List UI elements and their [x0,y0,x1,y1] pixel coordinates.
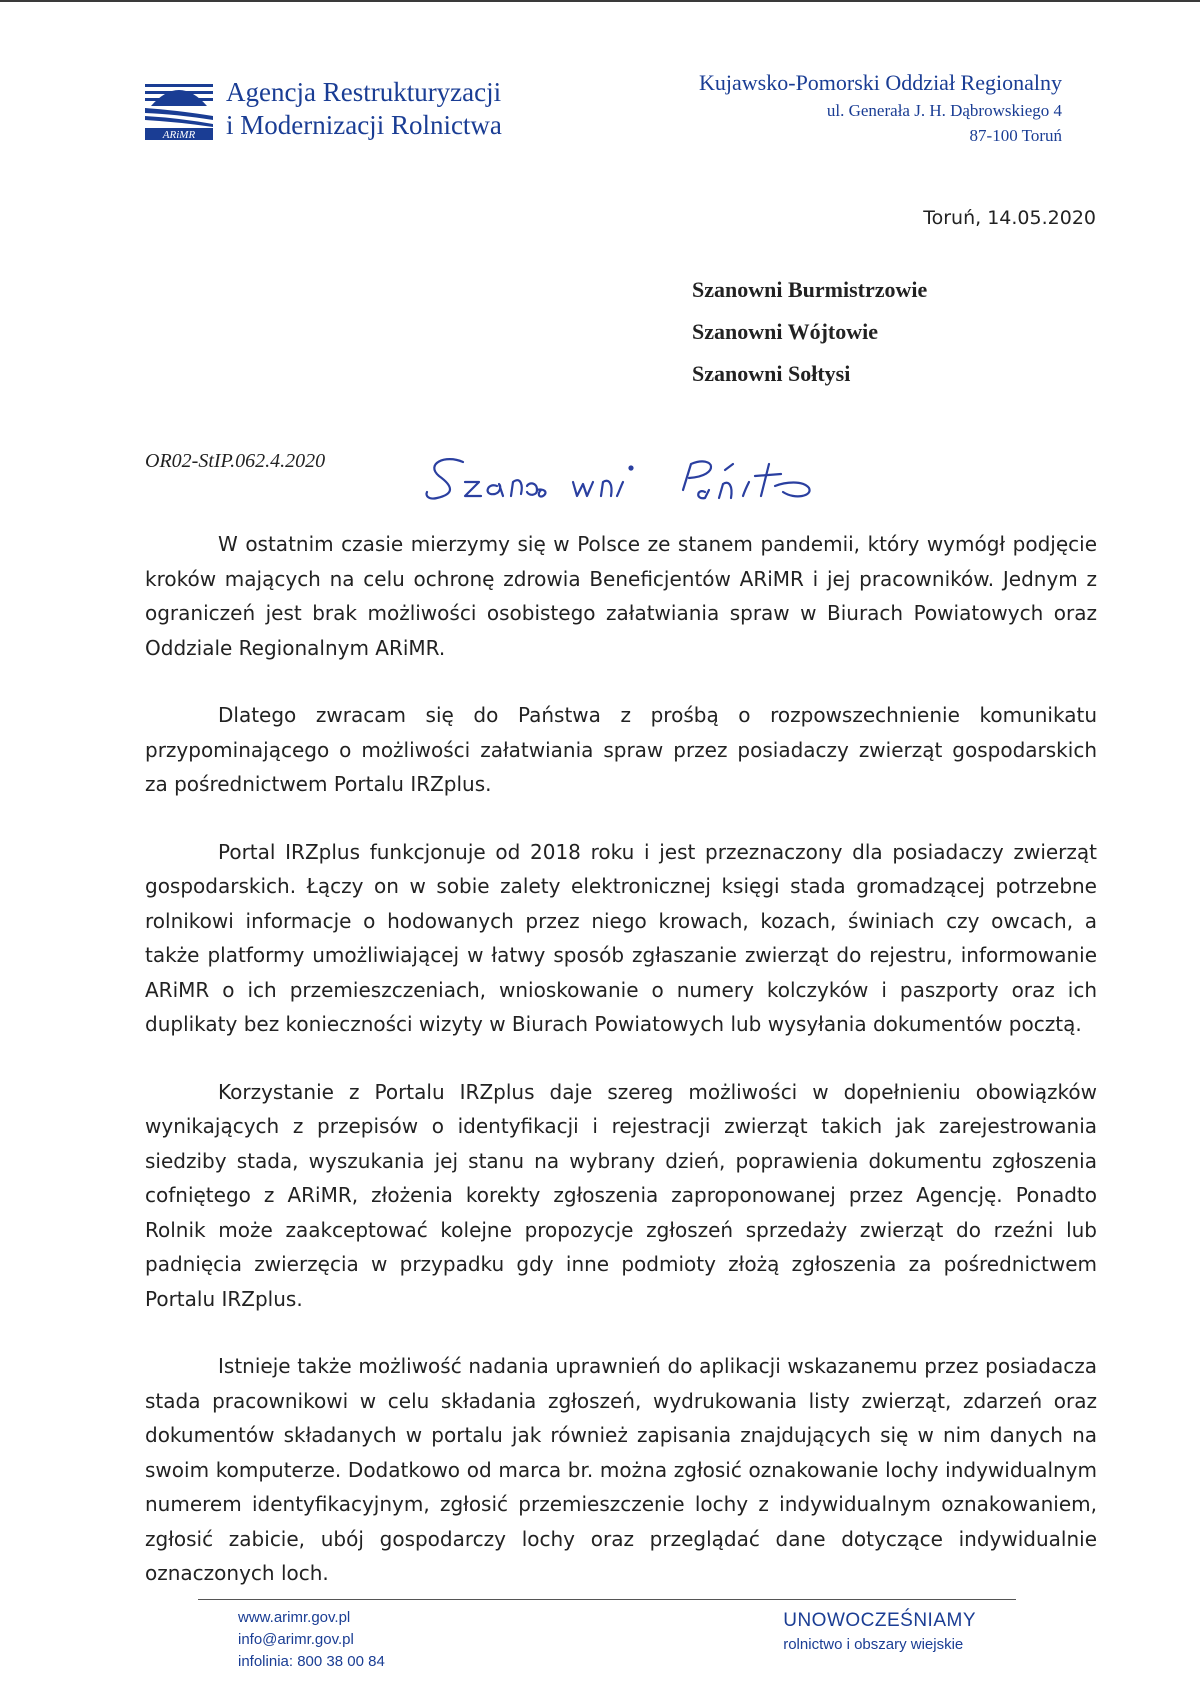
office-street: ul. Generała J. H. Dąbrowskiego 4 [826,101,1062,120]
salutation-mayors: Szanowni Burmistrzowie [692,277,928,302]
footer-email-link[interactable]: info@arimr.gov.pl [238,1631,354,1648]
handwritten-greeting-signature [425,450,885,510]
salutation-soltys: Szanowni Sołtysi [692,361,851,386]
agency-name-line2: i Modernizacji Rolnictwa [226,110,502,140]
office-name: Kujawsko-Pomorski Oddział Regionalny [699,70,1062,95]
letter-date: Toruń, 14.05.2020 [923,207,1096,229]
office-city: 87-100 Toruń [969,126,1062,145]
footer-slogan: UNOWOCZEŚNIAMY [783,1610,976,1631]
paragraph-1: W ostatnim czasie mierzymy się w Polsce ze stanem pandemii, który wymógł podjęcie kroków mających na celu ochronę zdrowia Beneficjentów ARiMR i jej pracowników. Jednym z ograniczeń jest brak możliwości osobistego załatwiania spraw w Biurach Powiatowych oraz Oddziale Regionalnym ARiMR. [145,532,1097,660]
paragraph-5: Istnieje także możliwość nadania uprawnień do aplikacji wskazanemu przez posiadacza stada pracownikowi w celu składania zgłoszeń, wydrukowania listy zwierząt, zdarzeń oraz dokumentów składanych w portalu jak również zapisania znajdujących się w nim danych na swoim komputerze. Dodatkowo od marca br. można zgłosić oznakowanie lochy indywidualnym numerem identyfikacyjnym, zgłosić przemieszczenie lochy z indywidualnym oznakowaniem, zgłosić zabicie, ubój gospodarczy lochy oraz przeglądać dane dotyczące indywidualnie oznaczonych loch. [145,1354,1097,1585]
salutations [692,275,927,401]
letter-body [145,527,1097,1624]
footer-slogan-block [783,1608,976,1656]
paragraph-2: Dlatego zwracam się do Państwa z prośbą o rozpowszechnienie komunikatu przypominającego o możliwości załatwiania spraw przez posiadaczy zwierząt gospodarskich za pośrednictwem Portalu IRZplus. [145,703,1097,796]
footer-slogan-sub: rolnictwo i obszary wiejskie [783,1636,964,1653]
agency-name-line1: Agencja Restrukturyzacji [226,77,502,107]
top-border [0,0,1200,2]
office-address [642,68,1062,148]
paragraph-3: Portal IRZplus funkcjonuje od 2018 roku i jest przeznaczony dla posiadaczy zwierząt gospodarskich. Łączy on w sobie zalety elektronicznej księgi stada gromadzącej potrzebne rolnikowi informacje o hodowanych przez niego krowach, kozach, świniach czy owcach, a także platformy umożliwiającej w łatwy sposób zgłaszanie zwierząt do rejestru, informowanie ARiMR o ich przemieszczeniach, wnioskowanie o numery kolczyków i paszporty oraz ich duplikaty bez konieczności wizyty w Biurach Powiatowych lub wysyłania dokumentów pocztą. [145,839,1097,1036]
paragraph-4: Korzystanie z Portalu IRZplus daje szereg możliwości w dopełnieniu obowiązków wynikających z przepisów o identyfikacji i rejestracji zwierząt takich jak zarejestrowania siedziby stada, wyszukania jej stanu na wybrany dzień, poprawienia dokumentu zgłoszenia cofniętego z ARiMR, złożenia korekty zgłoszenia zaproponowanej przez Agencję. Ponadto Rolnik może zaakceptować kolejne propozycje zgłoszeń sprzedaży zwierząt do rzeźni lub padnięcia zwierzęcia w przypadku gdy inne podmioty złożą zgłoszenia za pośrednictwem Portalu IRZplus. [145,1079,1097,1311]
arimr-logo-icon [145,76,213,140]
salutation-wojts: Szanowni Wójtowie [692,319,878,344]
footer-divider [198,1599,1016,1600]
footer-website-link[interactable]: www.arimr.gov.pl [238,1609,351,1626]
agency-name [226,76,606,142]
footer-contact [238,1607,385,1673]
logo-text: ARiMR [162,129,196,140]
reference-number: OR02-StIP.062.4.2020 [145,450,326,472]
footer-hotline: infolinia: 800 38 00 84 [238,1653,385,1670]
